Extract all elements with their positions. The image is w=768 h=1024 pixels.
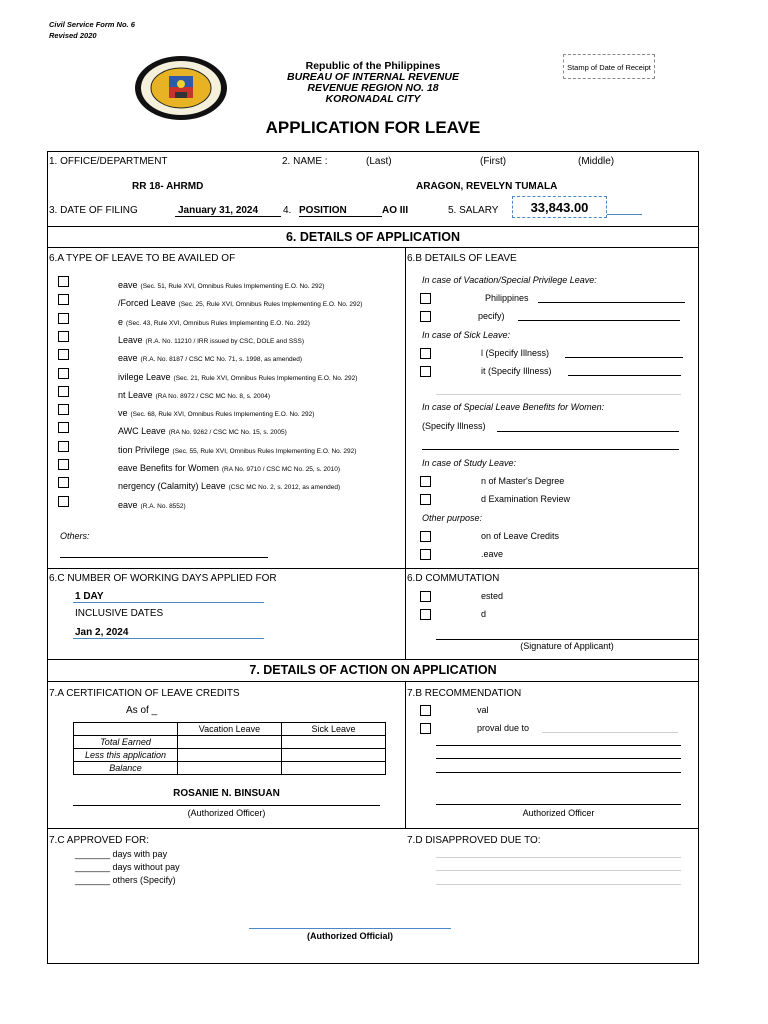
balance-vl-cell[interactable]	[178, 762, 282, 775]
underline	[436, 857, 681, 858]
study-option-1: n of Master's Degree	[481, 476, 565, 486]
leave-type-checkbox[interactable]	[58, 276, 69, 287]
leave-type-reference: (Sec. 55, Rule XVI, Omnibus Rules Implementing E.O. No. 292)	[172, 448, 357, 455]
form-title: APPLICATION FOR LEAVE	[265, 118, 481, 137]
total-earned-label: Total Earned	[74, 736, 178, 749]
others-line	[60, 557, 268, 558]
leave-type-reference: (Sec. 68, Rule XVI, Omnibus Rules Implementing E.O. No. 292)	[130, 411, 315, 418]
office-value[interactable]: RR 18- AHRMD	[132, 181, 204, 192]
working-days-value[interactable]: 1 DAY	[75, 591, 104, 602]
signature-line	[73, 805, 380, 806]
leave-type-item	[118, 275, 324, 293]
study-option-2: d Examination Review	[481, 494, 571, 504]
header-city: KORONADAL CITY	[325, 93, 421, 105]
abroad-checkbox[interactable]	[420, 311, 431, 322]
terminal-leave-checkbox[interactable]	[420, 549, 431, 560]
others-specify[interactable]: _______ others (Specify)	[75, 875, 176, 885]
underline	[436, 772, 681, 773]
bir-seal-logo	[133, 54, 229, 122]
leave-type-reference: (RA No. 9710 / CSC MC No. 25, s. 2010)	[221, 466, 341, 473]
divider	[405, 681, 406, 828]
header-region: REVENUE REGION NO. 18	[307, 82, 439, 94]
underline	[422, 449, 679, 450]
leave-type-name: /Forced Leave	[118, 298, 176, 308]
header-bureau: BUREAU OF INTERNAL REVENUE	[287, 71, 459, 83]
authorized-officer-name: ROSANIE N. BINSUAN	[173, 788, 280, 799]
underline	[436, 394, 681, 395]
form-revision: Revised 2020	[49, 31, 97, 40]
leave-type-item	[118, 385, 270, 403]
leave-type-name: ve	[118, 408, 128, 418]
recommendation-option-1: val	[477, 705, 489, 715]
leave-type-name: eave Benefits for Women	[118, 463, 219, 473]
balance-label: Balance	[74, 762, 178, 775]
for-approval-checkbox[interactable]	[420, 705, 431, 716]
official-signature-line	[249, 928, 451, 929]
recommendation-officer-caption: Authorized Officer	[522, 808, 595, 818]
leave-type-checkbox[interactable]	[58, 459, 69, 470]
commutation-option-1: ested	[481, 591, 504, 601]
less-application-vl-cell[interactable]	[178, 749, 282, 762]
leave-type-item	[118, 312, 310, 330]
certification-label: 7.A CERTIFICATION OF LEAVE CREDITS	[49, 688, 240, 699]
underline	[436, 884, 681, 885]
signature-line	[436, 639, 698, 640]
underline	[436, 745, 681, 746]
inclusive-dates-label: INCLUSIVE DATES	[75, 608, 164, 619]
vacation-heading: In case of Vacation/Special Privilege Leave:	[422, 275, 597, 285]
header-republic: Republic of the Philippines	[305, 60, 441, 72]
leave-type-item	[118, 458, 340, 476]
bar-board-review-checkbox[interactable]	[420, 494, 431, 505]
leave-type-reference: (Sec. 43, Rule XVI, Omnibus Rules Implementing E.O. No. 292)	[126, 320, 310, 327]
form-code: Civil Service Form No. 6	[49, 20, 135, 29]
leave-type-reference: (R.A. No. 11210 / IRR issued by CSC, DOLE and SSS)	[145, 338, 305, 345]
leave-type-reference: (CSC MC No. 2, s. 2012, as amended)	[228, 484, 341, 491]
commutation-option-2: d	[481, 609, 487, 619]
leave-type-checkbox[interactable]	[58, 349, 69, 360]
leave-type-name: eave	[118, 500, 138, 510]
leave-type-checkbox[interactable]	[58, 368, 69, 379]
leave-type-checkbox[interactable]	[58, 331, 69, 342]
as-of-label: As of _	[126, 705, 158, 716]
less-application-label: Less this application	[74, 749, 178, 762]
position-value[interactable]: AO III	[382, 205, 409, 216]
divider	[47, 681, 699, 682]
name-last-label: (Last)	[366, 156, 392, 167]
less-application-sl-cell[interactable]	[282, 749, 386, 762]
recommendation-option-2: proval due to	[477, 723, 530, 733]
leave-type-checkbox[interactable]	[58, 313, 69, 324]
days-with-pay[interactable]: _______ days with pay	[75, 849, 168, 859]
table-header-blank	[74, 723, 178, 736]
leave-type-name: Leave	[118, 335, 143, 345]
disapproved-label: 7.D DISAPPROVED DUE TO:	[407, 835, 541, 846]
women-heading: In case of Special Leave Benefits for Women:	[422, 402, 605, 412]
underline	[518, 320, 680, 321]
commutation-label: 6.D COMMUTATION	[407, 573, 500, 584]
sick-leave-header: Sick Leave	[282, 723, 386, 736]
leave-type-checkbox[interactable]	[58, 386, 69, 397]
leave-type-name: AWC Leave	[118, 426, 166, 436]
vacation-leave-header: Vacation Leave	[178, 723, 282, 736]
leave-type-name: tion Privilege	[118, 445, 170, 455]
leave-type-name: eave	[118, 280, 138, 290]
divider	[47, 247, 699, 248]
underline	[436, 758, 681, 759]
salary-label: 5. SALARY	[448, 205, 499, 216]
inclusive-dates-value[interactable]: Jan 2, 2024	[75, 627, 129, 638]
sick-option-1: l (Specify Illness)	[481, 348, 550, 358]
commutation-not-requested-checkbox[interactable]	[420, 591, 431, 602]
recommendation-label: 7.B RECOMMENDATION	[407, 688, 522, 699]
stamp-receipt-box: Stamp of Date of Receipt	[563, 54, 655, 79]
applicant-signature-caption: (Signature of Applicant)	[520, 641, 614, 651]
leave-type-checkbox[interactable]	[58, 422, 69, 433]
leave-type-checkbox[interactable]	[58, 477, 69, 488]
underline	[73, 638, 264, 639]
leave-type-checkbox[interactable]	[58, 496, 69, 507]
within-philippines-checkbox[interactable]	[420, 293, 431, 304]
other-option-1: on of Leave Credits	[481, 531, 560, 541]
section-7-title: 7. DETAILS OF ACTION ON APPLICATION	[249, 663, 497, 677]
leave-credits-table	[73, 722, 386, 775]
masters-degree-checkbox[interactable]	[420, 476, 431, 487]
total-earned-vl-cell[interactable]	[178, 736, 282, 749]
days-without-pay[interactable]: _______ days without pay	[75, 862, 180, 872]
leave-type-reference: (Sec. 21, Rule XVI, Omnibus Rules Implementing E.O. No. 292)	[173, 375, 358, 382]
leave-type-item	[118, 293, 362, 311]
leave-type-checkbox[interactable]	[58, 404, 69, 415]
in-hospital-checkbox[interactable]	[420, 348, 431, 359]
position-number: 4.	[283, 205, 292, 216]
leave-type-item	[118, 495, 186, 513]
approved-for-label: 7.C APPROVED FOR:	[49, 835, 150, 846]
sick-heading: In case of Sick Leave:	[422, 330, 511, 340]
authorized-officer-caption: (Authorized Officer)	[187, 808, 266, 818]
underline	[542, 732, 678, 733]
other-option-2: .eave	[481, 549, 504, 559]
name-value[interactable]: ARAGON, REVELYN TUMALA	[416, 181, 558, 192]
leave-type-item	[118, 348, 302, 366]
divider	[47, 568, 699, 569]
leave-type-reference: (Sec. 51, Rule XVI, Omnibus Rules Implementing E.O. No. 292)	[140, 283, 325, 290]
vacation-option-1: Philippines	[485, 293, 529, 303]
divider	[405, 247, 406, 659]
leave-type-item	[118, 403, 314, 421]
office-label: 1. OFFICE/DEPARTMENT	[49, 156, 168, 167]
leave-type-item	[118, 440, 356, 458]
underline	[538, 302, 685, 303]
underline	[299, 216, 382, 217]
leave-type-item	[118, 421, 287, 439]
leave-type-reference: (Sec. 25, Rule XVI, Omnibus Rules Implementing E.O. No. 292)	[178, 301, 363, 308]
other-purpose-heading: Other purpose:	[422, 513, 483, 523]
total-earned-sl-cell[interactable]	[282, 736, 386, 749]
type-of-leave-label: 6.A TYPE OF LEAVE TO BE AVAILED OF	[49, 253, 236, 264]
commutation-requested-checkbox[interactable]	[420, 609, 431, 620]
salary-value[interactable]: 33,843.00	[512, 196, 607, 218]
leave-type-name: ivilege Leave	[118, 372, 171, 382]
details-of-leave-label: 6.B DETAILS OF LEAVE	[407, 253, 517, 264]
underline	[568, 375, 681, 376]
leave-type-item	[118, 476, 340, 494]
leave-type-name: nergency (Calamity) Leave	[118, 481, 226, 491]
underline	[565, 357, 683, 358]
women-option: (Specify Illness)	[422, 421, 486, 431]
underline	[175, 216, 281, 217]
date-filing-label: 3. DATE OF FILING	[49, 205, 138, 216]
name-first-label: (First)	[480, 156, 507, 167]
divider	[47, 659, 699, 660]
sick-option-2: it (Specify Illness)	[481, 366, 552, 376]
leave-type-name: e	[118, 317, 124, 327]
working-days-label: 6.C NUMBER OF WORKING DAYS APPLIED FOR	[49, 573, 277, 584]
leave-type-item	[118, 330, 304, 348]
name-label: 2. NAME :	[282, 156, 328, 167]
leave-type-item	[118, 367, 357, 385]
balance-sl-cell[interactable]	[282, 762, 386, 775]
study-heading: In case of Study Leave:	[422, 458, 517, 468]
name-middle-label: (Middle)	[578, 156, 615, 167]
leave-type-reference: (RA No. 8972 / CSC MC No. 8, s. 2004)	[155, 393, 271, 400]
leave-type-reference: (R.A. No. 8552)	[140, 503, 186, 510]
underline	[436, 870, 681, 871]
leave-type-reference: (RA No. 9262 / CSC MC No. 15, s. 2005)	[168, 429, 287, 436]
date-filing-value[interactable]: January 31, 2024	[178, 205, 259, 216]
leave-type-name: eave	[118, 353, 138, 363]
vacation-option-2: pecify)	[478, 311, 505, 321]
position-label: POSITION	[299, 205, 347, 216]
leave-type-name: nt Leave	[118, 390, 153, 400]
for-disapproval-checkbox[interactable]	[420, 723, 431, 734]
leave-type-checkbox[interactable]	[58, 441, 69, 452]
divider	[47, 828, 699, 829]
others-label: Others:	[60, 531, 90, 541]
section-6-title: 6. DETAILS OF APPLICATION	[285, 230, 461, 244]
divider	[47, 226, 699, 227]
leave-type-checkbox[interactable]	[58, 294, 69, 305]
leave-type-reference: (R.A. No. 8187 / CSC MC No. 71, s. 1998, as amended)	[140, 356, 303, 363]
authorized-official-caption: (Authorized Official)	[307, 931, 393, 941]
underline	[607, 214, 642, 215]
monetization-checkbox[interactable]	[420, 531, 431, 542]
out-patient-checkbox[interactable]	[420, 366, 431, 377]
signature-line	[436, 804, 681, 805]
underline	[497, 431, 679, 432]
underline	[73, 602, 264, 603]
